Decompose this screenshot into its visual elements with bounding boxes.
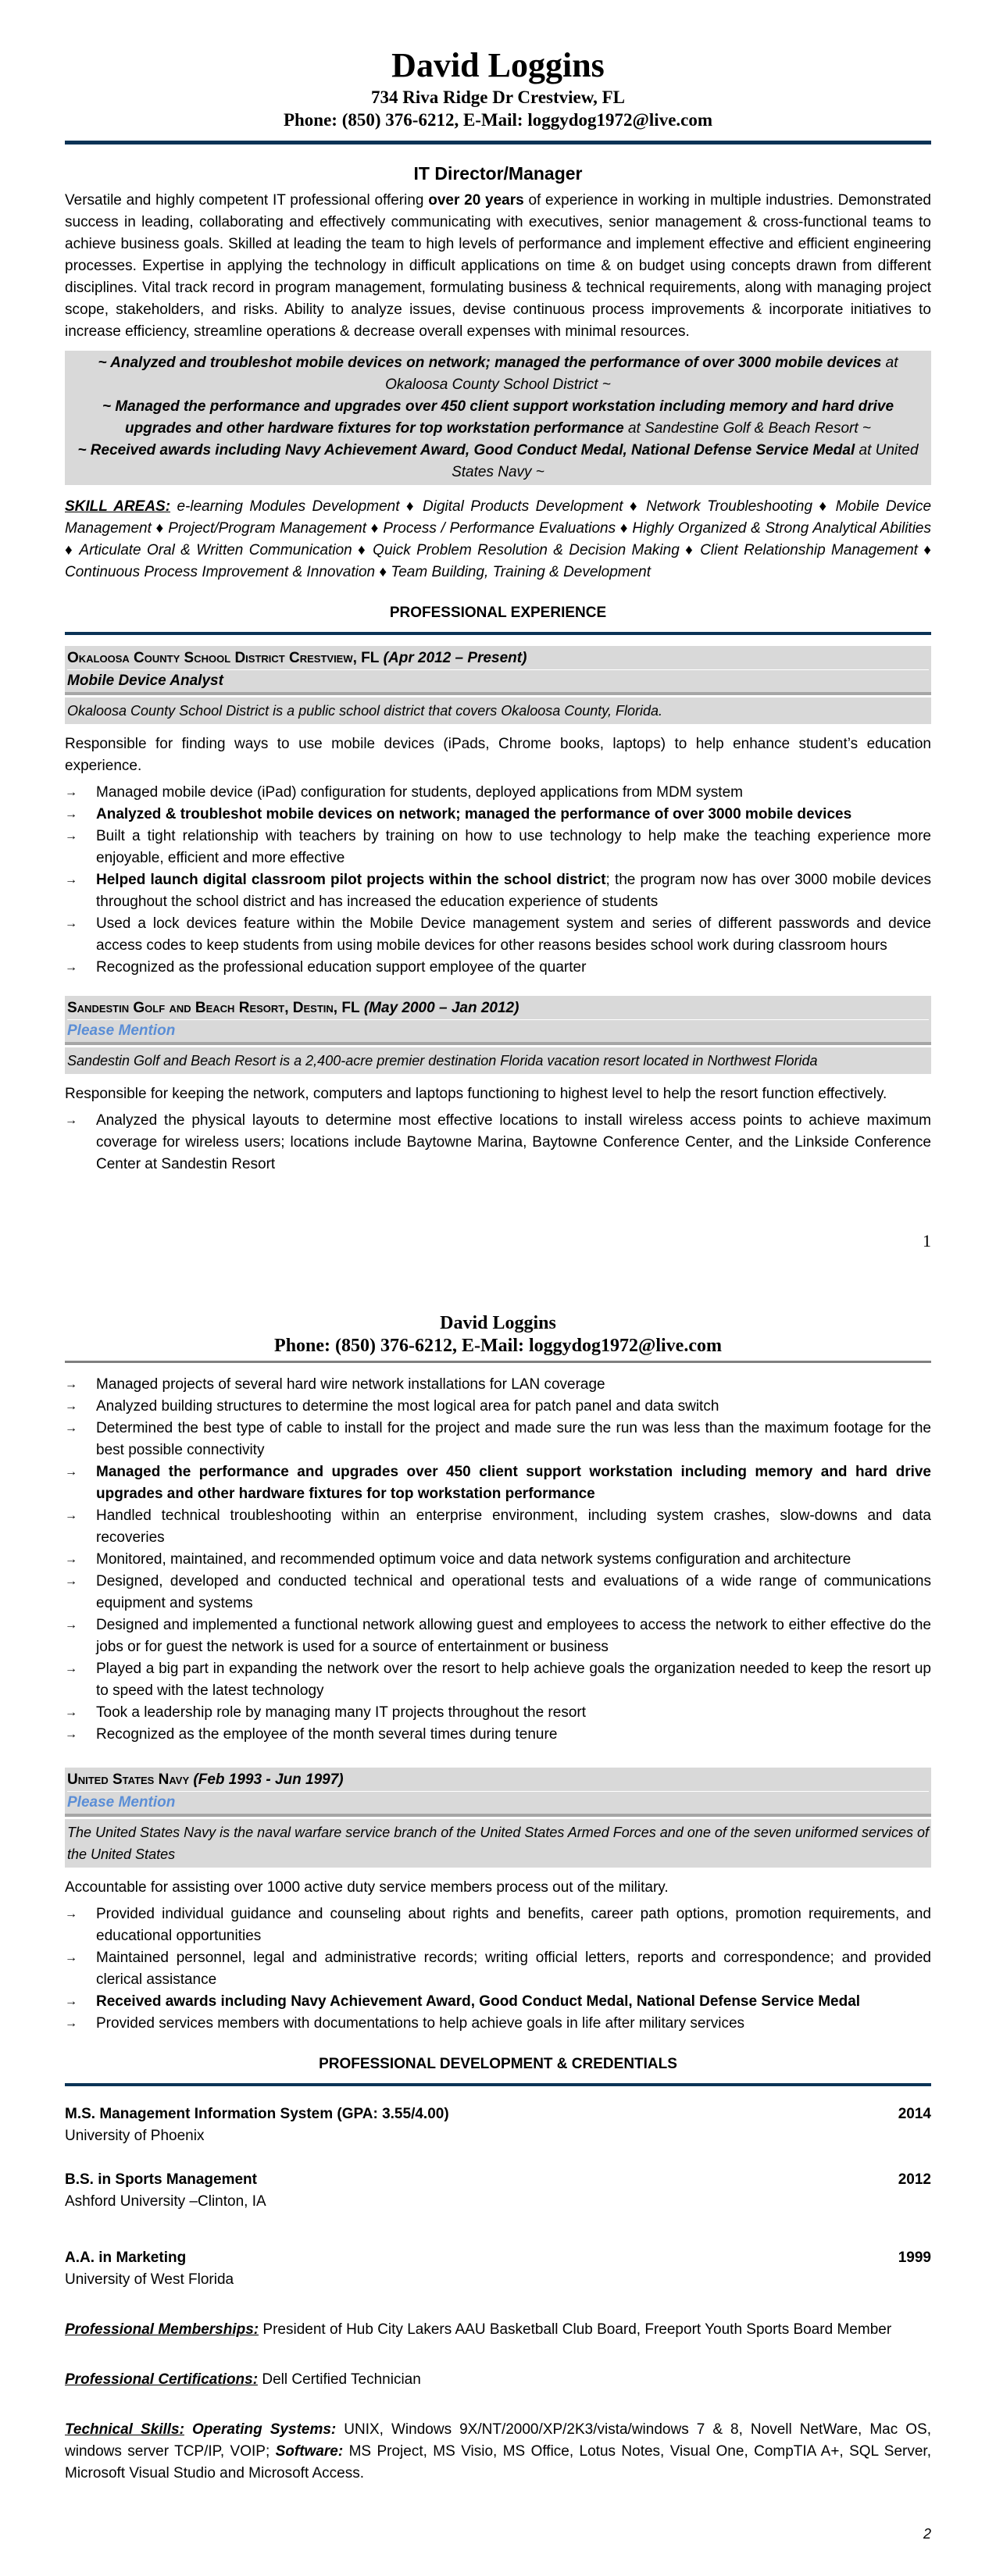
arrow-bullet-icon: →: [65, 1378, 77, 1391]
technical-skills-label: Technical Skills:: [65, 2421, 184, 2438]
bullet-text: Recognized as the employee of the month several times during tenure: [96, 1726, 558, 1743]
degree-year: 2014: [898, 2106, 931, 2122]
degree: A.A. in Marketing: [65, 2250, 187, 2266]
arrow-bullet-icon: →: [65, 1951, 77, 1964]
memberships-label: Professional Memberships:: [65, 2321, 259, 2338]
job-bullets-continued: [65, 1374, 931, 1746]
arrow-bullet-icon: →: [65, 1465, 77, 1479]
bullet-item: [65, 804, 931, 826]
job-separator: [65, 1042, 931, 1045]
arrow-bullet-icon: →: [65, 1422, 77, 1435]
employer-description: The United States Navy is the naval warfare service branch of the United States Armed Forces and one of the seven uniformed services of the United States: [65, 1819, 931, 1868]
job-separator: [65, 1814, 931, 1817]
job-bullets: [65, 1110, 931, 1176]
bullet-text: Determined the best type of cable to install for the project and made sure the run was less than the maximum footage for the best possible connectivity: [96, 1420, 931, 1458]
bullet-item: [65, 869, 931, 913]
bullet-item: [65, 1658, 931, 1702]
bullet-text: Maintained personnel, legal and administrative records; writing official letters, reports and correspondence; and provided clerical assistance: [96, 1950, 931, 1988]
degree-year: 1999: [898, 2250, 931, 2266]
bullet-item: [65, 1110, 931, 1176]
highlight-bold: ~ Managed the performance and upgrades over 450 client support workstation including memory and hard drive upgrades and other hardware fixtures for top workstation performance: [102, 398, 894, 437]
education-entry: [65, 2247, 931, 2291]
job-bullets: [65, 782, 931, 979]
bullet-text: Designed and implemented a functional network allowing guest and employees to access the network to either effective do the jobs or for guest the network is used for a source of entertainment or business: [96, 1617, 931, 1655]
bullet-text: Recognized as the professional education support employee of the quarter: [96, 959, 587, 976]
memberships: [65, 2319, 931, 2341]
highlight-item: [68, 440, 928, 483]
degree-year: 2012: [898, 2171, 931, 2188]
arrow-bullet-icon: →: [65, 1400, 77, 1413]
bullet-text: Used a lock devices feature within the Mobile Device management system and series of different passwords and device access codes to keep students from using mobile devices for other reasons besides school work during classroom hours: [96, 915, 931, 954]
address: 734 Riva Ridge Dr Crestview, FL: [371, 87, 625, 107]
bullet-item: [65, 1505, 931, 1549]
arrow-bullet-icon: →: [65, 1553, 77, 1566]
bullet-item: [65, 826, 931, 869]
header-rule: [65, 141, 931, 144]
arrow-bullet-icon: →: [65, 830, 77, 843]
arrow-bullet-icon: →: [65, 1509, 77, 1522]
bullet-bold-text: Managed the performance and upgrades over 450 client support workstation including memory and hard drive upgrades and other hardware fixtures for top workstation performance: [96, 1464, 931, 1502]
bullet-text: Provided individual guidance and counseling about rights and benefits, career path options, promotion requirements, and educational opportunities: [96, 1906, 931, 1944]
job-bullets: [65, 1903, 931, 2035]
employer-name: Okaloosa County School District Crestview, FL: [67, 650, 380, 666]
arrow-bullet-icon: →: [65, 1618, 77, 1632]
job-dates: (Feb 1993 - Jun 1997): [193, 1771, 344, 1788]
page-number: 1: [923, 1231, 931, 1251]
resume-title: IT Director/Manager: [413, 163, 583, 184]
certifications-label: Professional Certifications:: [65, 2371, 259, 2388]
bullet-text: ; the program now has over 3000 mobile devices throughout the school district and has increased the education experience of students: [96, 872, 931, 910]
summary-text: Versatile and highly competent IT professional offering: [65, 192, 429, 209]
bullet-text: Managed mobile device (iPad) configuration for students, deployed applications from MDM system: [96, 784, 743, 801]
arrow-bullet-icon: →: [65, 1728, 77, 1741]
bullet-text: Played a big part in expanding the network over the resort to help achieve goals the organization needed to keep the resort up to speed with the latest technology: [96, 1661, 931, 1699]
bullet-item: [65, 957, 931, 979]
skill-areas-list: e-learning Modules Development ♦ Digital Products Development ♦ Network Troubleshooting ♦ Mobile Device Management ♦ Project/Program Management ♦ Process / Performance Evaluations ♦ Highly Organized & Strong Analytical Abilities ♦ Articulate Oral & Written Communication ♦ Quick Problem Resolution & Decision Making ♦ Client Relationship Management ♦ Continuous Process Improvement & Innovation ♦ Team Building, Training & Development: [65, 498, 932, 580]
page-1: [0, 0, 996, 1281]
summary-text-rest: of experience in working in multiple industries. Demonstrated success in leading, collaborating and effectively communicating with executives, senior management & cross-functional teams to achieve business goals. Skilled at leading the team to high levels of performance and implement effective and efficient engineering processes. Expertise in applying the technology in difficult applications on time & on budget using concepts drawn from different disciplines. Vital track record in program management, formulating business & technical requirements, along with managing project scope, stakeholders, and risks. Ability to analyze issues, devise continuous process improvements & incorporate initiatives to increase efficiency, streamline operations & decrease overall expenses with minimal resources.: [65, 192, 931, 340]
section-rule: [65, 2083, 931, 2086]
bullet-item: [65, 2013, 931, 2035]
arrow-bullet-icon: →: [65, 2017, 77, 2030]
job-separator: [65, 692, 931, 695]
job-dates: (Apr 2012 – Present): [383, 650, 527, 666]
arrow-bullet-icon: →: [65, 961, 77, 974]
degree: B.S. in Sports Management: [65, 2171, 257, 2188]
bullet-item: [65, 1549, 931, 1571]
arrow-bullet-icon: →: [65, 1114, 77, 1127]
job-header-sandestin: [65, 996, 931, 1042]
candidate-name: David Loggins: [391, 46, 605, 84]
highlight-bold: ~ Received awards including Navy Achievement Award, Good Conduct Medal, National Defense Service Medal: [77, 442, 855, 458]
bullet-item: [65, 1614, 931, 1658]
job-role-placeholder: Please Mention: [67, 1022, 176, 1039]
memberships-text: President of Hub City Lakers AAU Basketball Club Board, Freeport Youth Sports Board Member: [259, 2321, 892, 2338]
section-title-experience: PROFESSIONAL EXPERIENCE: [389, 605, 607, 621]
skill-areas: [65, 496, 931, 583]
school: University of West Florida: [65, 2271, 234, 2288]
bullet-item: [65, 1947, 931, 1991]
job-role-placeholder: Please Mention: [67, 1794, 176, 1811]
section-title-credentials: PROFESSIONAL DEVELOPMENT & CREDENTIALS: [319, 2056, 677, 2072]
job-role: Mobile Device Analyst: [67, 673, 223, 689]
education-entry: [65, 2169, 931, 2213]
summary-paragraph: [65, 190, 931, 343]
job-header-okaloosa: [65, 646, 931, 692]
highlight-rest: at Sandestine Golf & Beach Resort ~: [623, 420, 872, 437]
job-dates: (May 2000 – Jan 2012): [363, 1000, 519, 1016]
page-2: [0, 1281, 996, 2576]
bullet-item: [65, 1724, 931, 1746]
highlights-box: [65, 351, 931, 485]
certifications-text: Dell Certified Technician: [258, 2371, 421, 2388]
arrow-bullet-icon: →: [65, 873, 77, 887]
bullet-bold-text: Helped launch digital classroom pilot projects within the school district: [96, 872, 606, 888]
job-responsibility: Accountable for assisting over 1000 active duty service members process out of the military.: [65, 1879, 669, 1896]
bullet-bold-text: Received awards including Navy Achievement Award, Good Conduct Medal, National Defense Service Medal: [96, 1993, 861, 2010]
arrow-bullet-icon: →: [65, 1995, 77, 2008]
header-rule-p2: [65, 1361, 931, 1363]
job-header-navy: [65, 1768, 931, 1814]
arrow-bullet-icon: →: [65, 1907, 77, 1921]
bullet-text: Analyzed the physical layouts to determine most effective locations to install wireless access points to achieve maximum coverage for wireless users; locations include Baytowne Marina, Baytowne Conference Center, and the Linkside Conference Center at Sandestin Resort: [96, 1112, 931, 1172]
bullet-item: [65, 1461, 931, 1505]
bullet-item: [65, 1374, 931, 1396]
bullet-text: Managed projects of several hard wire network installations for LAN coverage: [96, 1376, 605, 1393]
bullet-item: [65, 913, 931, 957]
skill-areas-label: SKILL AREAS:: [65, 498, 171, 515]
bullet-text: Monitored, maintained, and recommended optimum voice and data network systems configuration and architecture: [96, 1551, 851, 1568]
bullet-item: [65, 1702, 931, 1724]
bullet-text: Built a tight relationship with teachers by training on how to use technology to help make the teaching experience more enjoyable, efficient and more effective: [96, 828, 931, 866]
bullet-text: Designed, developed and conducted technical and operational tests and evaluations of a wide range of communications equipment and systems: [96, 1573, 931, 1611]
bullet-item: [65, 1903, 931, 1947]
highlight-rest: at Okaloosa County School District ~: [385, 355, 898, 393]
employer-description: Okaloosa County School District is a public school district that covers Okaloosa County, Florida.: [65, 698, 931, 724]
arrow-bullet-icon: →: [65, 1706, 77, 1719]
highlight-item: [68, 352, 928, 396]
certifications: [65, 2369, 931, 2391]
school: Ashford University –Clinton, IA: [65, 2193, 266, 2210]
bullet-item: [65, 1418, 931, 1461]
contact-line-p2: Phone: (850) 376-6212, E-Mail: loggydog1972@live.com: [274, 1336, 722, 1356]
bullet-item: [65, 1991, 931, 2013]
employer-name: Sandestin Golf and Beach Resort, Destin, FL: [67, 1000, 360, 1016]
job-responsibility: Responsible for finding ways to use mobile devices (iPads, Chrome books, laptops) to help enhance student’s education experience.: [65, 736, 931, 774]
job-responsibility: Responsible for keeping the network, computers and laptops functioning to highest level to help the resort function effectively.: [65, 1086, 887, 1102]
software-label: Software:: [270, 2443, 344, 2460]
summary-years: over 20 years: [428, 192, 524, 209]
os-label: Operating Systems:: [184, 2421, 337, 2438]
school: University of Phoenix: [65, 2128, 205, 2144]
education-entry: [65, 2103, 931, 2147]
degree: M.S. Management Information System (GPA: 3.55/4.00): [65, 2106, 449, 2122]
bullet-item: [65, 1571, 931, 1614]
section-rule: [65, 632, 931, 635]
highlight-item: [68, 396, 928, 440]
arrow-bullet-icon: →: [65, 1662, 77, 1675]
arrow-bullet-icon: →: [65, 1575, 77, 1588]
bullet-text: Handled technical troubleshooting within an enterprise environment, including system crashes, slow-downs and data recoveries: [96, 1507, 931, 1546]
software-text: MS Project, MS Visio, MS Office, Lotus Notes, Visual One, CompTIA A+, SQL Server, Microsoft Visual Studio and Microsoft Access.: [65, 2443, 931, 2481]
arrow-bullet-icon: →: [65, 917, 77, 930]
technical-skills: [65, 2419, 931, 2485]
bullet-item: [65, 1396, 931, 1418]
employer-description: Sandestin Golf and Beach Resort is a 2,400-acre premier destination Florida vacation resort located in Northwest Florida: [65, 1047, 931, 1074]
arrow-bullet-icon: →: [65, 786, 77, 799]
bullet-text: Took a leadership role by managing many IT projects throughout the resort: [96, 1704, 586, 1721]
highlight-rest: at United States Navy ~: [452, 442, 919, 480]
highlight-bold: ~ Analyzed and troubleshot mobile devices on network; managed the performance of over 3000 mobile devices: [98, 355, 882, 371]
bullet-item: [65, 782, 931, 804]
bullet-text: Provided services members with documentations to help achieve goals in life after military services: [96, 2015, 745, 2032]
bullet-bold-text: Analyzed & troubleshot mobile devices on network; managed the performance of over 3000 mobile devices: [96, 806, 852, 822]
candidate-name-p2: David Loggins: [440, 1313, 556, 1333]
page-number: 2: [923, 2526, 931, 2542]
employer-name: United States Navy: [67, 1771, 190, 1788]
contact-line: Phone: (850) 376-6212, E-Mail: loggydog1972@live.com: [283, 110, 713, 130]
bullet-text: Analyzed building structures to determine the most logical area for patch panel and data switch: [96, 1398, 719, 1415]
os-text: UNIX, Windows 9X/NT/2000/XP/2K3/vista/windows 7 & 8, Novell NetWare, Mac OS, windows server TCP/IP, VOIP;: [65, 2421, 932, 2460]
arrow-bullet-icon: →: [65, 808, 77, 821]
